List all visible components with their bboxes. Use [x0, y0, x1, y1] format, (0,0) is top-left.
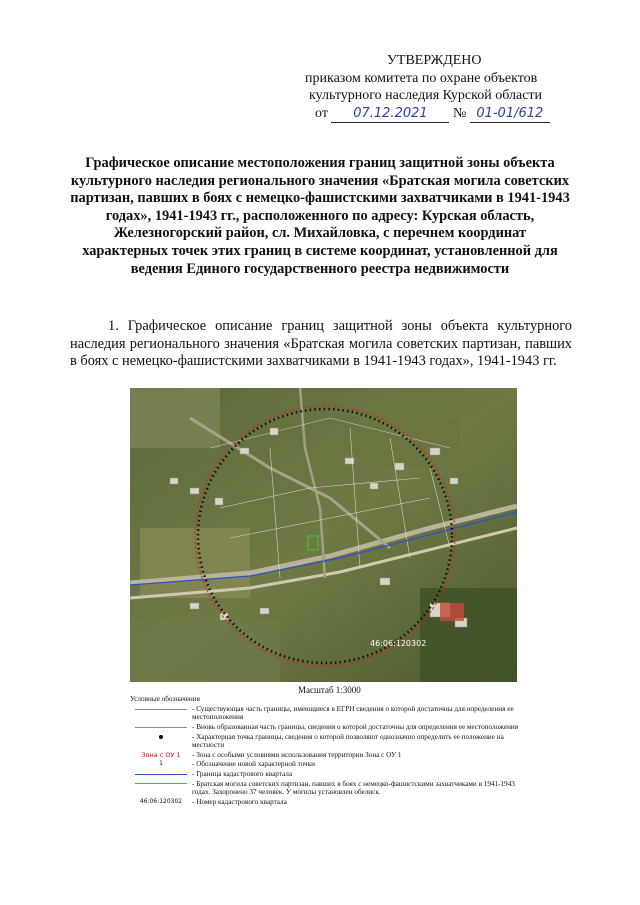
- point-dot-icon: [159, 735, 163, 739]
- approval-block: [305, 52, 595, 123]
- section-paragraph: 1. Графическое описание границ защитной зоны объекта культурного наследия регионального значения «Братская могила советских партизан, павших в боях с немецко-фашистскими захватчиками в 1941-1943 годах», 1941-1943 гг.: [70, 318, 572, 370]
- handwritten-date: 07.12.2021: [353, 105, 428, 121]
- cadastral-label: 46:06:120302: [370, 639, 427, 648]
- legend-item: 46:06:120302 - Номер кадастрового квартала: [139, 797, 287, 806]
- legend-item: - Братская могила советских партизан, павших в боях с немецко-фашистскими захватчиками в 1941-1943 годах. Захоронено 37 человек. У могилы установлен обелиск.: [130, 780, 520, 796]
- date-field: [331, 105, 449, 124]
- legend: [130, 695, 520, 807]
- number-prefix: №: [452, 105, 467, 121]
- approval-date-number: [305, 105, 595, 124]
- map-svg: [130, 388, 517, 682]
- legend-item: - Граница кадастрового квартала: [130, 770, 520, 778]
- legend-item: - Характерная точка границы, сведения о которой позволяют однозначно определить ее положение на местности: [130, 733, 520, 749]
- handwritten-number: 01-01/612: [476, 105, 544, 121]
- zone-symbol: Зона с ОУ 1: [141, 750, 181, 759]
- blue-line-icon: [135, 774, 187, 775]
- satellite-map: [130, 388, 517, 682]
- scale-label: Масштаб 1:3000: [298, 685, 361, 695]
- document-heading: Графическое описание местоположения границ защитной зоны объекта культурного наследия регионального значения «Братская могила советских партизан, павших в боях с немецко-фашистскими захватчиками в 1941-1943 годах», 1941-1943 гг., расположенного по адресу: Курская область, Железногорский район, сл. Михайловка, с перечнем координат характерных точек этих границ в системе координат, установленной для ведения Единого государственного реестра недвижимости: [70, 155, 570, 277]
- point-number-symbol: 1: [159, 760, 163, 768]
- cadastral-number-symbol: 46:06:120302: [139, 797, 183, 805]
- legend-item: - Существующая часть границы, имеющиеся в ЕГРН сведения о которой достаточны для определения ее местоположения: [130, 705, 520, 721]
- legend-title: Условные обозначения: [130, 695, 200, 703]
- green-line-icon: [135, 783, 187, 784]
- approval-title: УТВЕРЖДЕНО: [387, 53, 482, 68]
- from-prefix: от: [315, 105, 328, 121]
- legend-item: Зона с ОУ 1 - Зона с особыми условиями использования территории Зона с ОУ 1: [141, 750, 402, 759]
- number-field: [470, 105, 550, 124]
- approval-line-1: приказом комитета по охране объектов: [305, 70, 538, 86]
- legend-item: - Вновь образованная часть границы, сведения о которой достаточны для определения ее местоположения: [130, 723, 520, 731]
- gray-line-icon: [135, 709, 187, 710]
- approval-line-2: культурного наследия Курской области: [309, 88, 543, 103]
- gray-line-icon: [135, 727, 187, 728]
- legend-item: 1 - Обозначение новой характерной точки: [159, 760, 316, 769]
